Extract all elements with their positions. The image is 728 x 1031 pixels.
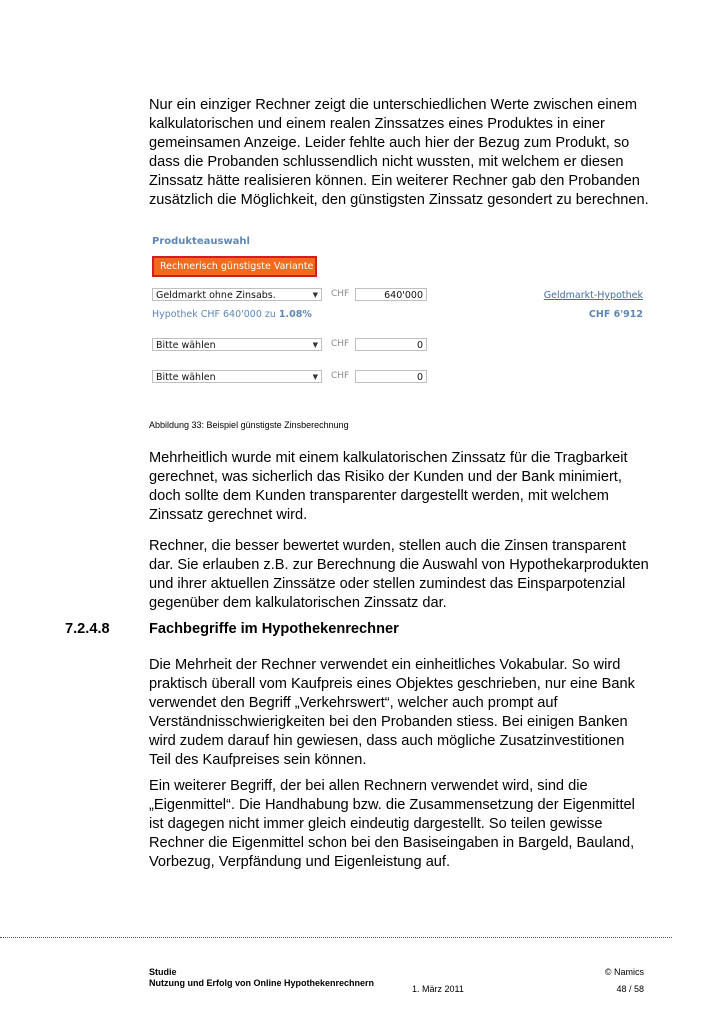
paragraph-transparenz: Rechner, die besser bewertet wurden, stellen auch die Zinsen transparent dar. Sie erlauben z.B. zur Berechnung die Auswahl von Hypothekarprodukten und ihrer aktuellen Zinssätze oder stellen zumindest das Einsparpotenzial gegenüber dem kalkulatorischen Zinssatz dar.	[149, 538, 649, 611]
currency-label: CHF	[331, 289, 350, 299]
footer-label: Studie	[149, 967, 177, 977]
currency-label: CHF	[331, 339, 350, 349]
product-select-2[interactable]	[152, 338, 322, 351]
amount-input-1[interactable]: 640'000	[355, 288, 427, 301]
paragraph-vokabular: Die Mehrheit der Rechner verwendet ein einheitliches Vokabular. So wird praktisch überall vom Kaufpreis eines Objektes geschrieben, nur eine Bank verwendet den Begriff „Verkehrswert“, welcher auch prompt auf Verständnisschwierigkeiten bei den Probanden stiess. Bei einigen Banken wird zudem darauf hin gewiesen, dass auch mögliche Zusatzinvestitionen Teil des Kaufpreises sein können.	[149, 657, 635, 768]
figure-heading: Produkteauswahl	[152, 236, 250, 247]
hypothek-summary	[152, 309, 312, 320]
product-select-2-value: Bitte wählen	[156, 340, 216, 351]
figure-caption: Abbildung 33: Beispiel günstigste Zinsberechnung	[149, 420, 349, 430]
amount-input-2[interactable]: 0	[355, 338, 427, 351]
product-select-1-value: Geldmarkt ohne Zinsabs.	[156, 290, 276, 301]
product-select-3-value: Bitte wählen	[156, 372, 216, 383]
currency-label: CHF	[331, 371, 350, 381]
footer-copyright: © Namics	[604, 967, 644, 977]
chevron-down-icon: ▼	[312, 291, 318, 299]
cheapest-variant-button[interactable]: Rechnerisch günstigste Variante	[152, 256, 317, 277]
hypothek-result: CHF 6'912	[588, 309, 643, 320]
product-select-1[interactable]	[152, 288, 322, 301]
section-number: 7.2.4.8	[65, 621, 110, 637]
product-select-3[interactable]	[152, 370, 322, 383]
hypothek-summary-text: Hypothek CHF 640'000 zu	[152, 309, 276, 320]
footer-page-number: 48 / 58	[616, 984, 644, 994]
chevron-down-icon: ▼	[312, 341, 318, 349]
geldmarkt-hypothek-link[interactable]: Geldmarkt-Hypothek	[543, 290, 643, 301]
section-title: Fachbegriffe im Hypothekenrechner	[149, 621, 399, 637]
chevron-down-icon: ▼	[312, 373, 318, 381]
hypothek-rate: 1.08%	[278, 309, 312, 320]
paragraph-eigenmittel: Ein weiterer Begriff, der bei allen Rechnern verwendet wird, sind die „Eigenmittel“. Die Handhabung bzw. die Zusammensetzung der Eigenmittel ist dagegen nicht immer gleich eindeutig dargestellt. So teilen gewisse Rechner die Eigenmittel schon bei den Basiseingaben in Bargeld, Bauland, Vorbezug, Verpfändung und Eigenleistung auf.	[149, 778, 635, 870]
footer-date: 1. März 2011	[412, 984, 464, 994]
paragraph-tragbarkeit: Mehrheitlich wurde mit einem kalkulatorischen Zinssatz für die Tragbarkeit gerechnet, was sicherlich das Risiko der Kunden und der Bank minimiert, doch sollte dem Kunden transparenter dargestellt werden, mit welchem Zinssatz gerechnet wird.	[149, 450, 628, 523]
footer-divider	[0, 937, 672, 938]
footer-subtitle: Nutzung und Erfolg von Online Hypothekenrechnern	[149, 978, 375, 988]
paragraph-intro: Nur ein einziger Rechner zeigt die unterschiedlichen Werte zwischen einem kalkulatorischen und einem realen Zinssatzes eines Produktes in einer gemeinsamen Anzeige. Leider fehlte auch hier der Bezug zum Produkt, so dass die Probanden schlussendlich nicht wussten, mit welchem er diesen Zinssatz hätte realisieren können. Ein weiterer Rechner gab den Probanden zusätzlich die Möglichkeit, den günstigsten Zinssatz gesondert zu berechnen.	[149, 97, 649, 208]
product-selection-figure	[149, 232, 649, 392]
amount-input-3[interactable]: 0	[355, 370, 427, 383]
